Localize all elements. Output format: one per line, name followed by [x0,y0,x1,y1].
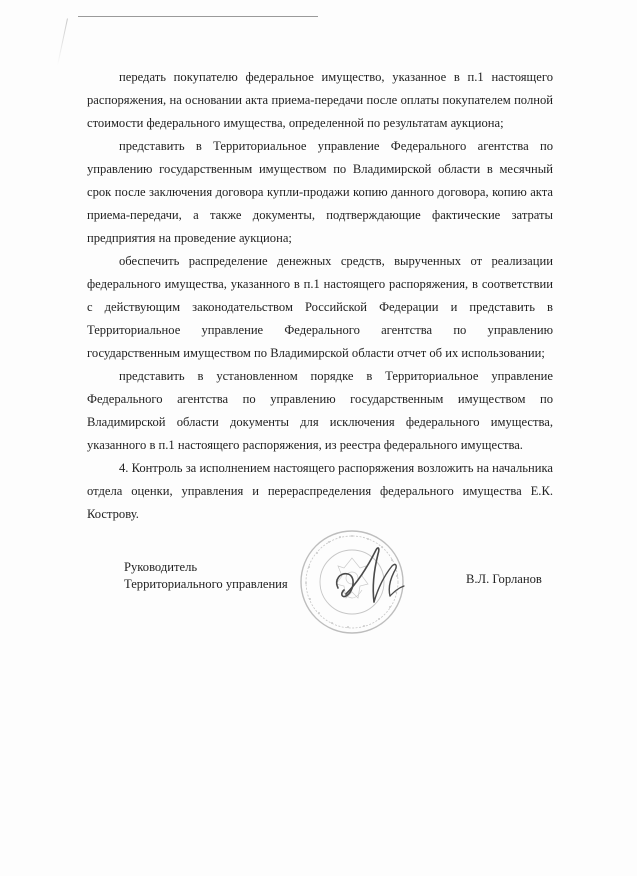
signatory-role-line-1: Руководитель [124,560,198,574]
paragraph-exclude-registry: представить в установленном порядке в Территориальное управление Федерального агентства по управлению государственным имуществом по Владимирской области документы для исключения федерального имущества, указанного в п.1 настоящего распоряжения, из реестра федерального имущества. [87,369,553,452]
paragraph-submit-documents: представить в Территориальное управление Федерального агентства по управлению государственным имуществом по Владимирской области в месячный срок после заключения договора купли-продажи копию данного договора, копию акта приема-передачи, а также документы, подтверждающие фактические затраты предприятия на проведение аукциона; [87,139,553,245]
paragraph-transfer-property: передать покупателю федеральное имущество, указанное в п.1 настоящего распоряжения, на основании акта приема-передачи после оплаты покупателем полной стоимости федерального имущества, определенной по результатам аукциона; [87,70,553,130]
signatory-role [124,559,288,593]
scan-edge-line [78,16,318,17]
document-body [87,66,553,526]
scan-corner-shadow [57,18,68,65]
signatory-name: В.Л. Горланов [466,572,542,586]
handwritten-signature-icon [316,536,412,616]
paragraph-distribute-funds: обеспечить распределение денежных средств, вырученных от реализации федерального имущества, указанного в п.1 настоящего распоряжения, в соответствии с действующим законодательством Российской Федерации и представить в Территориальное управление Федерального агентства по управлению государственным имуществом по Владимирской области отчет об их использовании; [87,254,553,360]
signatory-role-line-2: Территориального управления [124,577,288,591]
paragraph-control: 4. Контроль за исполнением настоящего распоряжения возложить на начальника отдела оценки, управления и перераспределения федерального имущества Е.К. Кострову. [87,461,553,521]
